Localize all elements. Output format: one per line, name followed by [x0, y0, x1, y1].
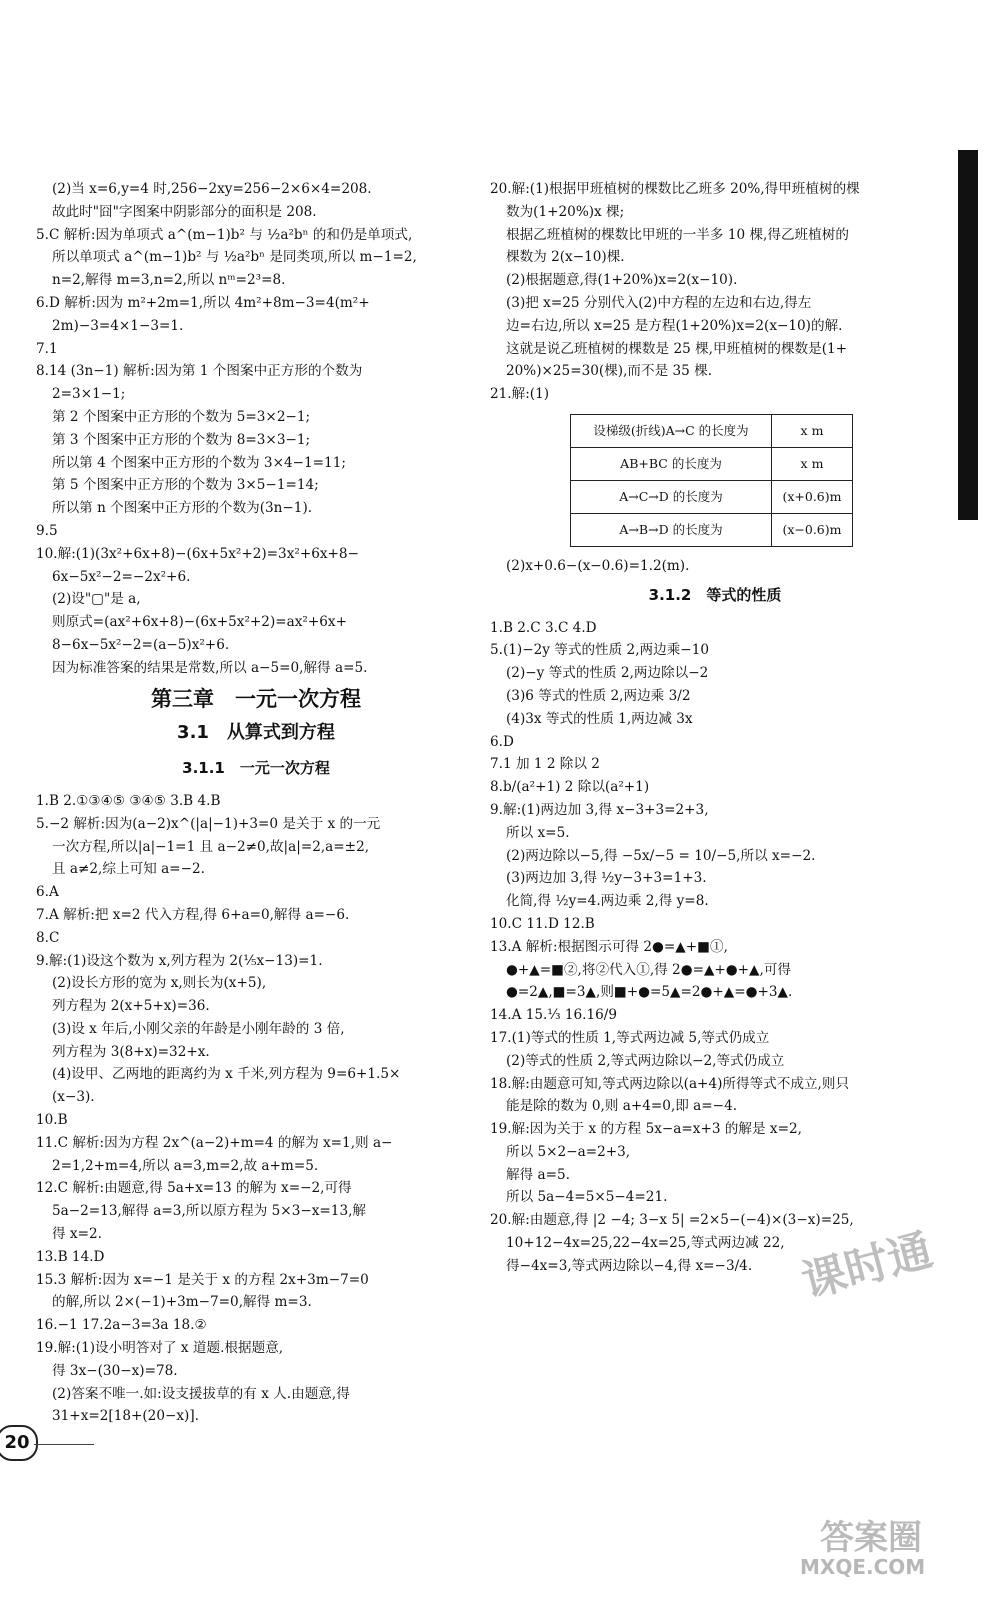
answer-line: 解得 a=5.	[506, 1166, 570, 1183]
answer-line: 第 5 个图案中正方形的个数为 3×5−1=14;	[52, 477, 319, 494]
answer-line: 13.B 14.D	[36, 1248, 105, 1265]
answer-line: 6.D 解析:因为 m²+2m=1,所以 4m²+8m−3=4(m²+	[36, 294, 370, 311]
table-row	[571, 480, 853, 513]
answer-table	[570, 414, 853, 547]
section-title: 3.1 从算式到方程	[177, 722, 335, 744]
answer-line: 得−4x=3,等式两边除以−4,得 x=−3/4.	[506, 1257, 753, 1274]
answer-line: 17.(1)等式的性质 1,等式两边减 5,等式仍成立	[490, 1029, 770, 1046]
answer-line: (3)两边加 3,得 ½y−3+3=1+3.	[506, 870, 707, 887]
answer-line: 20%)×25=30(棵),而不是 35 棵.	[506, 363, 713, 380]
answer-line: 14.A 15.⅓ 16.16/9	[490, 1007, 618, 1024]
answer-line: 所以单项式 a^(m−1)b² 与 ½a²bⁿ 是同类项,所以 m−1=2,	[52, 249, 417, 266]
answer-line: 6.A	[36, 884, 59, 901]
answer-line: 7.1	[36, 340, 58, 357]
answer-line: 所以 5×2−a=2+3,	[506, 1143, 631, 1160]
answer-line: 化简,得 ½y=4.两边乘 2,得 y=8.	[506, 893, 709, 910]
answer-line: 则原式=(ax²+6x+8)−(6x+5x²+2)=ax²+6x+	[52, 614, 347, 631]
answer-line: ●+▲=■②,将②代入①,得 2●=▲+●+▲,可得	[506, 961, 792, 978]
answer-line: 第 3 个图案中正方形的个数为 8=3×3−1;	[52, 431, 311, 448]
answer-line: 13.A 解析:根据图示可得 2●=▲+■①,	[490, 938, 728, 955]
answer-line: (x−3).	[52, 1089, 95, 1106]
answer-line: 边=右边,所以 x=25 是方程(1+20%)x=2(x−10)的解.	[506, 317, 843, 334]
answer-line: (2)等式的性质 2,等式两边除以−2,等式仍成立	[506, 1052, 785, 1069]
answer-line: 9.5	[36, 522, 58, 539]
answer-line: 1.B 2.C 3.C 4.D	[490, 619, 597, 636]
answer-line: (2)设长方形的宽为 x,则长为(x+5),	[52, 975, 267, 992]
binding-edge	[958, 150, 978, 520]
answer-line: (2)答案不唯一.如:设支援拔草的有 x 人.由题意,得	[52, 1385, 350, 1402]
answer-line: 21.解:(1)	[490, 386, 550, 403]
answer-line: 10.解:(1)(3x²+6x+8)−(6x+5x²+2)=3x²+6x+8−	[36, 545, 359, 562]
answer-line: 棵数为 2(x−10)棵.	[506, 249, 625, 266]
answer-line: 10.B	[36, 1112, 68, 1129]
answer-line: (2)设"▢"是 a,	[52, 591, 141, 608]
table-row	[571, 414, 853, 447]
answer-line: (2)根据题意,得(1+20%)x=2(x−10).	[506, 272, 738, 289]
answer-line: 8.C	[36, 929, 60, 946]
table-cell: x m	[772, 447, 853, 480]
answer-line: 5a−2=13,解得 a=3,所以原方程为 5×3−x=13,解	[52, 1203, 367, 1220]
answer-line: 能是除的数为 0,则 a+4=0,即 a=−4.	[506, 1098, 738, 1115]
answer-line: 1.B 2.①③④⑤ ③④⑤ 3.B 4.B	[36, 792, 221, 809]
answer-line: 得 x=2.	[52, 1226, 102, 1243]
answer-line: (4)设甲、乙两地的距离约为 x 千米,列方程为 9=6+1.5×	[52, 1066, 401, 1083]
answer-line: 第 2 个图案中正方形的个数为 5=3×2−1;	[52, 408, 311, 425]
answer-line: 5.C 解析:因为单项式 a^(m−1)b² 与 ½a²bⁿ 的和仍是单项式,	[36, 226, 413, 243]
answer-line: 9.解:(1)设这个数为 x,列方程为 2(⅕x−13)=1.	[36, 952, 323, 969]
answer-line: 所以 5a−4=5×5−4=21.	[506, 1189, 668, 1206]
answer-line: 得 3x−(30−x)=78.	[52, 1362, 178, 1379]
watermark-logo: 课时通	[796, 1224, 938, 1309]
answer-line: 20.解:由题意,得 |2 −4; 3−x 5| =2×5−(−4)×(3−x)=25,	[490, 1212, 854, 1229]
table-cell: (x+0.6)m	[772, 480, 853, 513]
answer-line: 5.(1)−2y 等式的性质 2,两边乘−10	[490, 642, 709, 659]
table-cell: A→C→D 的长度为	[571, 480, 772, 513]
answer-line: 18.解:由题意可知,等式两边除以(a+4)所得等式不成立,则只	[490, 1075, 850, 1092]
site-url: MXQE.COM	[800, 1555, 926, 1579]
table-cell: x m	[772, 414, 853, 447]
answer-line: (4)3x 等式的性质 1,两边减 3x	[506, 710, 693, 727]
answer-line: 7.1 加 1 2 除以 2	[490, 756, 600, 773]
answer-line: 的解,所以 2×(−1)+3m−7=0,解得 m=3.	[52, 1294, 312, 1311]
chapter-title: 第三章 一元一次方程	[151, 686, 361, 711]
answer-line: 12.C 解析:由题意,得 5a+x=13 的解为 x=−2,可得	[36, 1180, 352, 1197]
answer-line: (3)6 等式的性质 2,两边乘 3/2	[506, 687, 691, 704]
answer-line: 19.解:因为关于 x 的方程 5x−a=x+3 的解是 x=2,	[490, 1121, 802, 1138]
answer-line: 根据乙班植树的棵数比甲班的一半多 10 棵,得乙班植树的	[506, 226, 849, 243]
answer-line: (3)设 x 年后,小刚父亲的年龄是小刚年龄的 3 倍,	[52, 1020, 345, 1037]
table-row	[571, 447, 853, 480]
answer-line: 2m)−3=4×1−3=1.	[52, 317, 184, 334]
answer-line: 15.3 解析:因为 x=−1 是关于 x 的方程 2x+3m−7=0	[36, 1271, 369, 1288]
answer-line: 且 a≠2,综上可知 a=−2.	[52, 861, 205, 878]
answer-line: 2=3×1−1;	[52, 386, 126, 403]
answer-line: 8.14 (3n−1) 解析:因为第 1 个图案中正方形的个数为	[36, 363, 363, 380]
answer-line: 8.b/(a²+1) 2 除以(a²+1)	[490, 779, 650, 796]
answer-line: 这就是说乙班植树的棵数是 25 棵,甲班植树的棵数是(1+	[506, 340, 848, 357]
table-row	[571, 513, 853, 546]
table-cell: (x−0.6)m	[772, 513, 853, 546]
answer-line: 19.解:(1)设小明答对了 x 道题.根据题意,	[36, 1340, 284, 1357]
answer-line: 5.−2 解析:因为(a−2)x^(|a|−1)+3=0 是关于 x 的一元	[36, 815, 381, 832]
answer-line: 2=1,2+m=4,所以 a=3,m=2,故 a+m=5.	[52, 1157, 319, 1174]
answer-line: 11.C 解析:因为方程 2x^(a−2)+m=4 的解为 x=1,则 a−	[36, 1134, 393, 1151]
left-column	[36, 178, 476, 1428]
subsection-title: 3.1.2 等式的性质	[648, 585, 782, 604]
answer-line: 10+12−4x=25,22−4x=25,等式两边减 22,	[506, 1235, 785, 1252]
answer-line: 所以第 n 个图案中正方形的个数为(3n−1).	[52, 500, 313, 517]
answer-line: 20.解:(1)根据甲班植树的棵数比乙班多 20%,得甲班植树的棵	[490, 181, 860, 197]
answer-line: 10.C 11.D 12.B	[490, 915, 595, 932]
table-cell: A→B→D 的长度为	[571, 513, 772, 546]
answer-line: (2)−y 等式的性质 2,两边除以−2	[506, 665, 709, 682]
answer-line: (3)把 x=25 分别代入(2)中方程的左边和右边,得左	[506, 294, 812, 311]
answer-line: 6.D	[490, 733, 514, 750]
answer-line: 7.A 解析:把 x=2 代入方程,得 6+a=0,解得 a=−6.	[36, 906, 350, 923]
answer-line: (2)两边除以−5,得 −5x/−5 = 10/−5,所以 x=−2.	[506, 847, 816, 864]
answer-line: 一次方程,所以|a|−1=1 且 a−2≠0,故|a|=2,a=±2,	[52, 838, 370, 855]
answer-line: 因为标准答案的结果是常数,所以 a−5=0,解得 a=5.	[52, 659, 368, 676]
answer-line: n=2,解得 m=3,n=2,所以 nᵐ=2³=8.	[52, 272, 286, 289]
right-column	[490, 178, 940, 1278]
answer-line: 列方程为 2(x+5+x)=36.	[52, 998, 210, 1015]
answer-line: 所以 x=5.	[506, 824, 570, 841]
site-logo: 答案圈	[820, 1518, 922, 1558]
answer-line: 16.−1 17.2a−3=3a 18.②	[36, 1317, 207, 1334]
page-number-rule	[34, 1444, 94, 1445]
subsection-title: 3.1.1 一元一次方程	[182, 759, 330, 778]
table-cell: 设梯级(折线)A→C 的长度为	[571, 414, 772, 447]
answer-line: (2)x+0.6−(x−0.6)=1.2(m).	[506, 557, 690, 574]
page-number: 20	[0, 1425, 38, 1461]
answer-line: 8−6x−5x²−2=(a−5)x²+6.	[52, 636, 230, 653]
answer-line: ●=2▲,■=3▲,则■+●=5▲=2●+▲=●+3▲.	[506, 984, 793, 1001]
answer-line: 6x−5x²−2=−2x²+6.	[52, 568, 191, 585]
answer-line: 列方程为 3(8+x)=32+x.	[52, 1043, 210, 1060]
answer-line: 数为(1+20%)x 棵;	[506, 203, 625, 220]
answer-line: (2)当 x=6,y=4 时,256−2xy=256−2×6×4=208.	[52, 181, 372, 197]
answer-line: 故此时"囧"字图案中阴影部分的面积是 208.	[52, 203, 317, 220]
answer-line: 9.解:(1)两边加 3,得 x−3+3=2+3,	[490, 801, 709, 818]
table-cell: AB+BC 的长度为	[571, 447, 772, 480]
answer-line: 31+x=2[18+(20−x)].	[52, 1408, 199, 1425]
answer-line: 所以第 4 个图案中正方形的个数为 3×4−1=11;	[52, 454, 346, 471]
